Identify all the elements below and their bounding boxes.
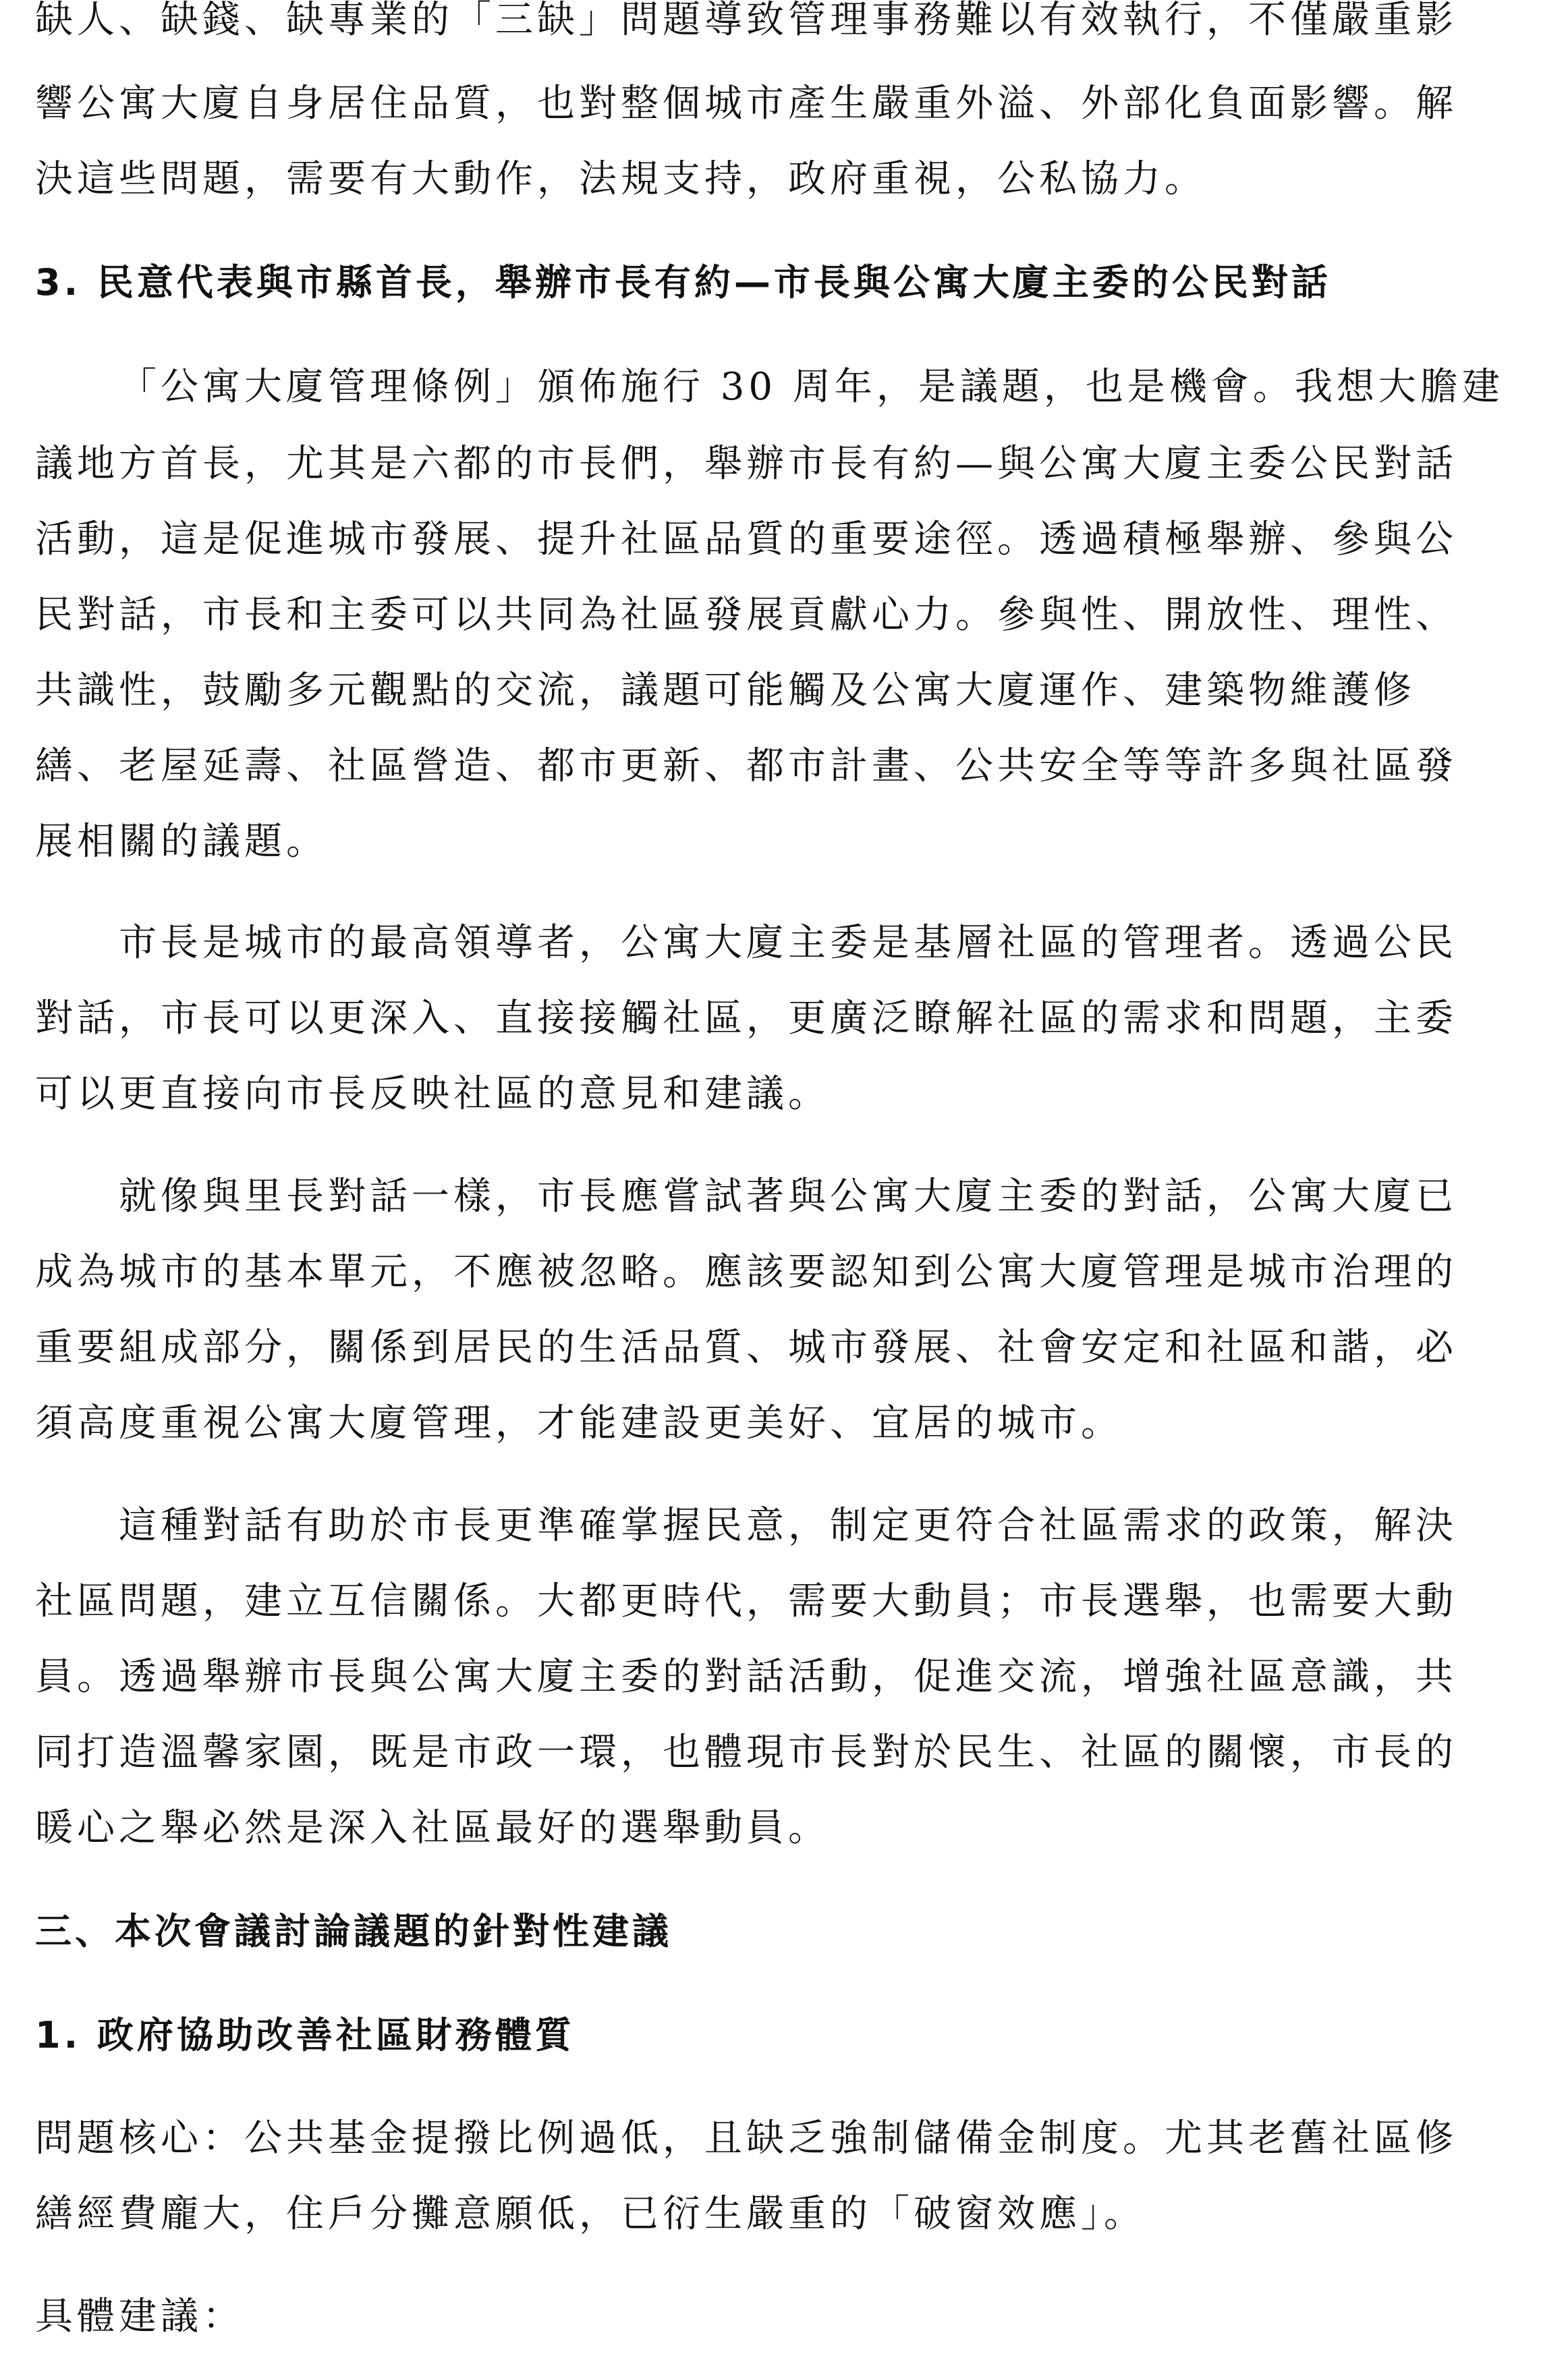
paragraph-line: 可以更直接向市長反映社區的意見和建議。 xyxy=(35,1072,830,1116)
paragraph-line: 社區問題，建立互信關係。大都更時代，需要大動員；市長選舉，也需要大動 xyxy=(35,1579,1457,1623)
part-3-heading: 三、本次會議討論議題的針對性建議 xyxy=(35,1910,672,1953)
paragraph-line: 議地方首長，尤其是六都的市長們，舉辦市長有約—與公寓大廈主委公民對話 xyxy=(35,442,1457,486)
paragraph-line: 對話，市長可以更深入、直接接觸社區，更廣泛瞭解社區的需求和問題，主委 xyxy=(35,997,1457,1040)
paragraph-line: 就像與里長對話一樣，市長應嘗試著與公寓大廈主委的對話，公寓大廈已 xyxy=(119,1175,1457,1218)
intro-line: 缺人、缺錢、缺專業的「三缺」問題導致管理事務難以有效執行，不僅嚴重影 xyxy=(35,0,1457,42)
core-problem-line: 問題核心：公共基金提撥比例過低，且缺乏強制儲備金制度。尤其老舊社區修 xyxy=(35,2116,1457,2160)
paragraph-line: 這種對話有助於市長更準確掌握民意，制定更符合社區需求的政策，解決 xyxy=(119,1504,1457,1548)
paragraph-line: 成為城市的基本單元，不應被忽略。應該要認知到公寓大廈管理是城市治理的 xyxy=(35,1250,1457,1294)
paragraph-line: 市長是城市的最高領導者，公寓大廈主委是基層社區的管理者。透過公民 xyxy=(119,921,1457,965)
paragraph-line: 展相關的議題。 xyxy=(35,820,328,864)
paragraph-line: 民對話，市長和主委可以共同為社區發展貢獻心力。參與性、開放性、理性、 xyxy=(35,593,1457,637)
paragraph-line: 須高度重視公寓大廈管理，才能建設更美好、宜居的城市。 xyxy=(35,1401,1123,1445)
paragraph-line: 「公寓大廈管理條例」頒佈施行 30 周年，是議題，也是機會。我想大膽建 xyxy=(119,365,1504,409)
paragraph-line: 共識性，鼓勵多元觀點的交流，議題可能觸及公寓大廈運作、建築物維護修 xyxy=(35,669,1416,712)
paragraph-line: 同打造溫馨家園，既是市政一環，也體現市長對於民生、社區的關懷，市長的 xyxy=(35,1731,1457,1774)
paragraph-line: 活動，這是促進城市發展、提升社區品質的重要途徑。透過積極舉辦、參與公 xyxy=(35,517,1457,561)
intro-line: 響公寓大廈自身居住品質，也對整個城市產生嚴重外溢、外部化負面影響。解 xyxy=(35,82,1457,125)
subsection-1-heading: 1. 政府協助改善社區財務體質 xyxy=(35,2014,575,2056)
paragraph-line: 暖心之舉必然是深入社區最好的選舉動員。 xyxy=(35,1806,830,1850)
suggestion-label: 具體建議： xyxy=(35,2295,244,2338)
paragraph-line: 重要組成部分，關係到居民的生活品質、城市發展、社會安定和社區和諧，必 xyxy=(35,1326,1457,1370)
paragraph-line: 繕、老屋延壽、社區營造、都市更新、都市計畫、公共安全等等許多與社區發 xyxy=(35,744,1457,788)
intro-line: 決這些問題，需要有大動作，法規支持，政府重視，公私協力。 xyxy=(35,157,1206,201)
paragraph-line: 員。透過舉辦市長與公寓大廈主委的對話活動，促進交流，增強社區意識，共 xyxy=(35,1655,1457,1699)
core-problem-line: 繕經費龐大，住戶分攤意願低，已衍生嚴重的「破窗效應」。 xyxy=(35,2192,1146,2236)
section-3-heading: 3. 民意代表與市縣首長，舉辦市長有約—市長與公寓大廈主委的公民對話 xyxy=(35,261,1331,304)
